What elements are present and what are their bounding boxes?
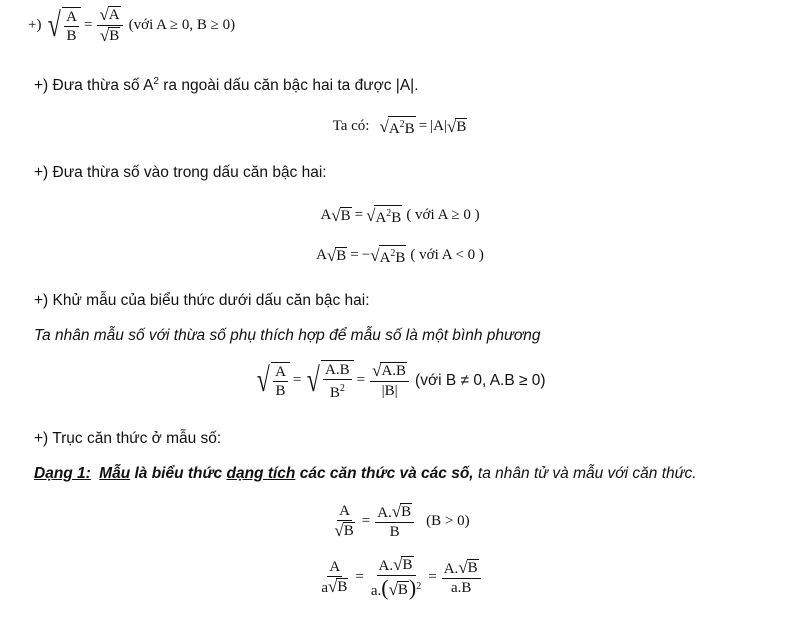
numerator: A [66,9,77,25]
prefix: Ta có: [332,118,370,134]
rule-text-2 [34,76,800,95]
sqrt-fraction: √ $\frac{A}{B}$ [45,7,81,44]
sqrt-a2b: √ $A^2B$ [379,117,415,137]
condition: ( với A < 0 ) [410,247,484,263]
formula-line-6: A √ B = − √ $A^2B$ ( với A < 0 ) [316,246,484,266]
rule-text-10: +) Trục căn thức ở mẫu số: [34,430,222,447]
formula-line-9: √ $\frac{A}{B}$ = √ $\frac{A.B}{B^2}$ = √ A.B |B| (với B ≠ 0, A.B ≥ 0) [257,361,546,401]
formula-line-1: +) √ $\frac{A}{B}$ = √ A √ B (với A ≥ 0, B ≥ 0) [28,5,236,45]
sqrt-b: B [109,28,120,44]
rule-text: +) Đưa thừa số A [34,77,154,95]
sqrt-b: √ B [447,117,467,136]
rule-text-4: +) Đưa thừa số vào trong dấu căn bậc hai: [34,164,327,181]
sqrt-a: A [108,7,120,23]
formula-line-3: Ta có: √ $A^2B$ = |A| √ B [332,117,467,137]
type-1-heading: Dạng 1: Mẫu là biểu thức dạng tích các căn thức và các số, ta nhân tử và mẫu với căn thức. [34,465,697,482]
condition: (B > 0) [426,513,470,529]
superscript: 2 [153,76,159,87]
abs-a: |A| [430,118,447,134]
rule-text-7: +) Khử mẫu của biểu thức dưới dấu căn bậc hai: [34,292,370,309]
fraction: √ A √ B [97,6,122,45]
bullet: +) [28,17,42,33]
denominator: B [66,28,77,44]
formula-line-5: A √ B = √ $A^2B$ ( với A ≥ 0 ) [320,206,480,226]
italic-note: Ta nhân mẫu số với thừa số phụ thích hợp để mẫu số là một bình phương [34,327,541,344]
formula-line-12: A √ B = A. √ B B (B > 0) [334,502,470,540]
condition: ( với A ≥ 0 ) [406,207,480,223]
rule-text-cont: ra ngoài dấu căn bậc hai ta được |A|. [158,77,419,95]
formula-line-13: A a √ B = A. √ B a.( √ B )$^2$ = A. √ B a.B [0,556,800,599]
condition: (với A ≥ 0, B ≥ 0) [128,17,236,33]
type-label: Dạng 1: [34,465,91,482]
condition: (với B ≠ 0, A.B ≥ 0) [415,371,546,389]
